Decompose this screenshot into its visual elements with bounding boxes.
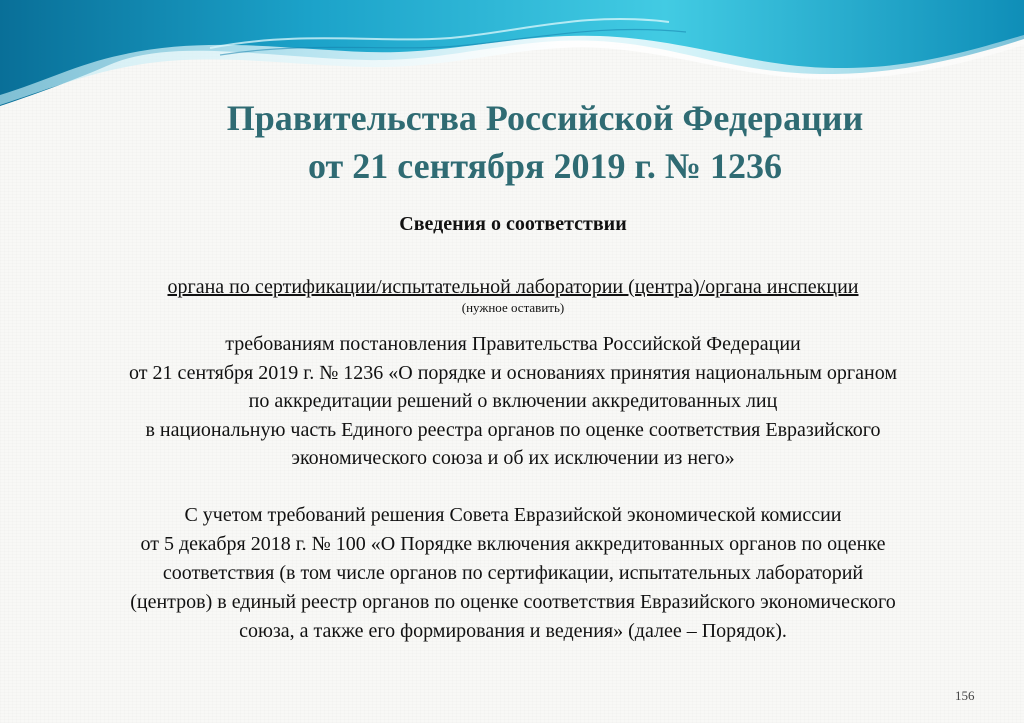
requirements-line: экономического союза и об их исключении из него» [291,447,735,469]
commission-paragraph [86,501,940,646]
requirements-line: в национальную часть Единого реестра органов по оценке соответствия Евразийского [145,418,881,441]
requirements-paragraph [86,330,940,473]
commission-line: С учетом требований решения Совета Евразийской экономической комиссии [184,503,842,526]
commission-line: от 5 декабря 2018 г. № 100 «О Порядке включения аккредитованных органов по оценке [140,532,886,555]
requirements-line: по аккредитации решений о включении аккредитованных лиц [248,390,778,412]
commission-line: (центров) в единый реестр органов по оценке соответствия Евразийского экономического [130,590,896,613]
requirements-line: от 21 сентября 2019 г. № 1236 «О порядке и основаниях принятия национальным органом [129,361,897,384]
compliance-heading: Сведения о соответствии [399,213,627,235]
title-line-2: от 21 сентября 2019 г. № 1236 [308,146,782,186]
slide-title [150,94,940,190]
page-number: 156 [955,688,975,703]
organization-line: органа по сертификации/испытательной лаборатории (центра)/органа инспекции [167,276,859,298]
commission-line: союза, а также его формирования и ведения» (далее – Порядок). [239,619,787,642]
commission-line: соответствия (в том числе органов по сертификации, испытательных лабораторий [162,561,864,584]
document-content [86,210,940,646]
organization-note: (нужное оставить) [461,300,565,315]
title-line-1: Правительства Российской Федерации [226,98,864,138]
requirements-line: требованиям постановления Правительства Российской Федерации [225,333,801,355]
